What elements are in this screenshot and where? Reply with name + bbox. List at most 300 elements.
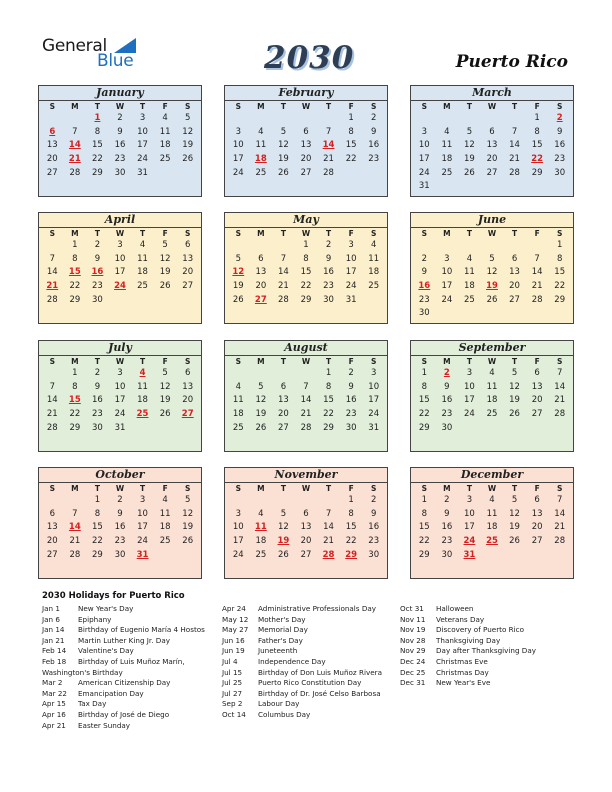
weekday-label: M — [443, 484, 451, 493]
weekday-label: T — [140, 357, 146, 366]
holiday-day-cell: 25 — [136, 409, 149, 420]
day-cell: 13 — [182, 253, 194, 264]
day-cell: 20 — [300, 154, 312, 165]
weekday-label: W — [301, 357, 311, 366]
holiday-row — [222, 646, 382, 657]
day-cell: 19 — [255, 409, 267, 420]
day-cell: 4 — [444, 126, 450, 137]
holiday-row — [42, 699, 205, 710]
day-cell: 22 — [345, 154, 357, 165]
weekday-label: S — [49, 357, 55, 366]
day-cell: 17 — [232, 154, 244, 165]
day-cell: 1 — [421, 368, 427, 378]
day-cell: 3 — [466, 495, 473, 505]
holiday-row — [222, 699, 382, 710]
holiday-date: Dec 31 — [400, 678, 426, 688]
day-cell: 26 — [159, 409, 171, 420]
empty-cell — [458, 239, 481, 253]
empty-cell — [481, 239, 504, 253]
day-cell: 1 — [348, 113, 354, 123]
weekday-label: T — [326, 357, 332, 366]
empty-cell — [64, 112, 87, 126]
day-grid — [39, 494, 201, 562]
day-cell: 19 — [509, 522, 520, 533]
holiday-row — [222, 636, 382, 647]
empty-cell — [458, 112, 481, 126]
holiday-row — [42, 625, 205, 636]
empty-cell — [503, 112, 526, 126]
day-cell: 31 — [418, 181, 430, 192]
day-cell: 3 — [444, 253, 450, 264]
day-cell: 6 — [511, 253, 518, 264]
day-cell: 30 — [114, 549, 126, 560]
day-cell: 6 — [534, 368, 540, 378]
day-cell: 25 — [232, 422, 244, 433]
empty-cell — [272, 494, 295, 508]
weekday-label: S — [421, 357, 427, 366]
weekday-label: F — [162, 357, 168, 366]
day-cell: 23 — [345, 409, 357, 420]
day-cell: 26 — [182, 154, 194, 165]
weekday-label: T — [280, 229, 286, 238]
holiday-day-cell: 12 — [232, 267, 245, 278]
day-cell: 5 — [235, 253, 241, 264]
day-cell: 26 — [509, 409, 520, 420]
day-cell: 22 — [323, 409, 334, 420]
day-cell: 17 — [137, 522, 148, 533]
weekday-label: F — [534, 229, 540, 238]
holiday-day-cell: 14 — [322, 140, 335, 151]
weekday-label: T — [512, 357, 518, 366]
day-cell: 20 — [509, 281, 520, 292]
day-cell: 13 — [46, 522, 58, 533]
day-cell: 10 — [345, 253, 357, 264]
holiday-name: Valentine's Day — [78, 646, 134, 656]
holiday-day-cell: 25 — [486, 536, 498, 547]
day-cell: 30 — [323, 294, 334, 305]
holiday-name: Epiphany — [78, 614, 112, 624]
month-name: July — [39, 341, 201, 356]
day-cell: 2 — [117, 495, 123, 505]
day-cell: 27 — [46, 549, 58, 560]
day-cell: 7 — [280, 253, 287, 264]
day-cell: 13 — [531, 381, 543, 392]
day-cell: 7 — [303, 381, 309, 392]
day-cell: 27 — [531, 536, 543, 547]
month-september — [410, 340, 574, 452]
weekday-label: T — [280, 357, 286, 366]
weekday-label: S — [557, 484, 563, 493]
weekday-label: F — [534, 484, 540, 493]
holiday-day-cell: 4 — [139, 368, 146, 378]
day-cell: 26 — [255, 422, 267, 433]
weekday-label: M — [71, 484, 79, 493]
day-cell: 14 — [554, 508, 566, 519]
day-cell: 12 — [255, 395, 267, 406]
holiday-date: Apr 15 — [42, 699, 66, 709]
holiday-day-cell: 11 — [254, 522, 267, 533]
empty-cell — [227, 239, 250, 253]
empty-cell — [413, 112, 436, 126]
holiday-day-cell: 19 — [486, 281, 498, 292]
holiday-date: Apr 21 — [42, 720, 66, 730]
empty-cell — [481, 112, 504, 126]
weekday-label: W — [301, 484, 311, 493]
day-cell: 8 — [94, 508, 101, 519]
day-grid — [411, 367, 573, 435]
day-cell: 18 — [137, 395, 148, 406]
empty-cell — [436, 112, 459, 126]
day-cell: 1 — [325, 368, 332, 378]
day-cell: 14 — [300, 395, 312, 406]
holiday-name: Washington's Birthday — [42, 667, 123, 677]
weekday-label: S — [185, 229, 191, 238]
day-cell: 9 — [370, 126, 377, 137]
day-cell: 27 — [486, 167, 498, 178]
day-cell: 7 — [49, 253, 55, 264]
day-cell: 11 — [368, 253, 380, 264]
weekday-label: W — [487, 229, 497, 238]
day-cell: 20 — [486, 154, 498, 165]
empty-cell — [41, 494, 64, 508]
day-cell: 26 — [464, 167, 475, 178]
day-cell: 17 — [137, 140, 148, 151]
weekday-label: M — [257, 102, 265, 111]
day-cell: 25 — [137, 281, 148, 292]
day-cell: 10 — [232, 522, 244, 533]
day-cell: 15 — [345, 522, 357, 533]
day-cell: 8 — [534, 126, 540, 137]
day-cell: 5 — [280, 508, 287, 519]
weekday-label: M — [443, 229, 451, 238]
holiday-day-cell: 16 — [418, 281, 431, 292]
weekday-label: F — [348, 229, 354, 238]
weekday-label: T — [140, 484, 146, 493]
day-cell: 10 — [418, 140, 430, 151]
holiday-date: Mar 22 — [42, 688, 67, 698]
day-cell: 14 — [46, 267, 58, 278]
weekday-label: S — [235, 229, 241, 238]
day-cell: 23 — [114, 536, 126, 547]
day-cell: 7 — [325, 508, 332, 519]
weekday-header — [225, 483, 387, 494]
holiday-date: Apr 24 — [222, 604, 246, 613]
day-cell: 24 — [232, 549, 244, 560]
logo-triangle-icon — [114, 38, 136, 53]
holiday-day-cell: 31 — [463, 549, 476, 560]
weekday-label: M — [257, 229, 265, 238]
weekday-label: T — [512, 102, 518, 111]
day-cell: 29 — [92, 549, 103, 560]
day-cell: 12 — [486, 267, 498, 278]
day-cell: 29 — [92, 167, 103, 178]
day-cell: 17 — [368, 395, 380, 406]
weekday-label: T — [466, 102, 472, 111]
day-cell: 19 — [159, 267, 171, 278]
month-name: May — [225, 213, 387, 228]
day-cell: 24 — [464, 409, 475, 420]
day-cell: 19 — [182, 140, 194, 151]
day-cell: 16 — [92, 395, 103, 406]
holiday-date: Feb 18 — [42, 656, 67, 666]
month-name: March — [411, 86, 573, 101]
weekday-label: M — [71, 229, 79, 238]
day-cell: 12 — [464, 140, 475, 151]
day-cell: 13 — [255, 267, 267, 278]
holiday-date: Jan 14 — [42, 625, 65, 635]
day-cell: 31 — [137, 167, 148, 178]
weekday-label: F — [162, 484, 168, 493]
holiday-row — [400, 646, 536, 657]
weekday-label: F — [348, 484, 354, 493]
day-cell: 20 — [182, 395, 194, 406]
holiday-date: Apr 16 — [42, 709, 66, 719]
day-cell: 29 — [418, 422, 430, 433]
month-name: June — [411, 213, 573, 228]
day-cell: 3 — [235, 126, 241, 137]
day-cell: 17 — [345, 267, 357, 278]
holiday-day-cell: 27 — [254, 294, 267, 305]
weekday-label: S — [557, 102, 563, 111]
day-cell: 30 — [441, 549, 453, 560]
day-cell: 21 — [69, 536, 81, 547]
weekday-label: F — [348, 357, 354, 366]
day-cell: 13 — [46, 140, 58, 151]
day-cell: 8 — [348, 508, 354, 519]
weekday-label: M — [257, 484, 265, 493]
holiday-row — [42, 604, 205, 615]
holiday-day-cell: 22 — [531, 154, 544, 165]
day-cell: 11 — [137, 253, 148, 264]
holiday-row — [42, 668, 205, 679]
day-cell: 26 — [486, 294, 498, 305]
day-grid — [411, 494, 573, 562]
holiday-row — [400, 636, 536, 647]
holiday-name: New Year's Day — [78, 604, 134, 613]
day-cell: 16 — [368, 522, 380, 533]
holiday-name: Mother's Day — [258, 614, 306, 624]
day-cell: 21 — [554, 395, 566, 406]
day-cell: 18 — [441, 154, 453, 165]
weekday-label: T — [280, 484, 286, 493]
holiday-row — [42, 678, 205, 689]
day-cell: 28 — [69, 167, 81, 178]
holiday-date: Nov 19 — [400, 625, 426, 635]
day-cell: 29 — [69, 422, 81, 433]
holiday-row — [42, 636, 205, 647]
day-cell: 20 — [46, 536, 58, 547]
empty-cell — [250, 494, 273, 508]
day-cell: 11 — [441, 140, 453, 151]
day-cell: 3 — [348, 240, 354, 250]
month-name: December — [411, 468, 573, 483]
day-cell: 22 — [69, 281, 81, 292]
holiday-day-cell: 29 — [345, 549, 358, 560]
holiday-name: Christmas Day — [436, 667, 489, 677]
day-cell: 18 — [464, 281, 475, 292]
holiday-day-cell: 6 — [49, 126, 56, 137]
day-cell: 18 — [486, 395, 498, 406]
weekday-label: S — [49, 102, 55, 111]
day-cell: 20 — [255, 281, 267, 292]
day-cell: 19 — [278, 154, 289, 165]
empty-cell — [41, 367, 64, 381]
day-cell: 6 — [49, 508, 55, 519]
empty-cell — [250, 367, 273, 381]
holiday-name: Independence Day — [258, 656, 326, 666]
day-cell: 4 — [139, 240, 146, 250]
empty-cell — [250, 112, 273, 126]
day-cell: 26 — [232, 294, 244, 305]
weekday-label: S — [235, 357, 241, 366]
day-cell: 20 — [46, 154, 58, 165]
month-name: October — [39, 468, 201, 483]
day-cell: 11 — [159, 508, 171, 519]
holiday-row — [400, 625, 536, 636]
day-cell: 13 — [300, 522, 312, 533]
day-cell: 21 — [278, 281, 289, 292]
day-cell: 27 — [300, 549, 312, 560]
day-cell: 5 — [258, 381, 264, 392]
day-cell: 14 — [531, 267, 543, 278]
weekday-header — [39, 228, 201, 239]
day-cell: 24 — [232, 167, 244, 178]
day-cell: 23 — [441, 536, 453, 547]
day-cell: 17 — [464, 522, 475, 533]
day-cell: 22 — [69, 409, 81, 420]
day-cell: 5 — [466, 126, 473, 137]
day-cell: 3 — [117, 368, 123, 378]
day-cell: 10 — [137, 126, 148, 137]
day-cell: 19 — [232, 281, 244, 292]
holiday-row — [222, 657, 382, 668]
holiday-row — [222, 710, 382, 721]
holiday-column — [222, 604, 382, 721]
weekday-label: M — [443, 357, 451, 366]
holiday-row — [42, 689, 205, 700]
day-cell: 12 — [159, 253, 171, 264]
weekday-label: T — [94, 102, 100, 111]
day-cell: 4 — [162, 495, 168, 505]
weekday-label: M — [443, 102, 451, 111]
day-cell: 30 — [92, 294, 103, 305]
day-cell: 1 — [421, 495, 427, 505]
holiday-name: Labour Day — [258, 699, 300, 709]
day-cell: 13 — [300, 140, 312, 151]
day-cell: 22 — [92, 154, 103, 165]
day-cell: 7 — [72, 126, 78, 137]
day-cell: 13 — [531, 508, 543, 519]
month-june — [410, 212, 574, 324]
weekday-label: F — [534, 102, 540, 111]
day-cell: 11 — [137, 381, 148, 392]
empty-cell — [272, 239, 295, 253]
day-cell: 15 — [92, 522, 103, 533]
day-cell: 7 — [556, 495, 563, 505]
day-cell: 10 — [464, 381, 475, 392]
day-cell: 15 — [418, 522, 430, 533]
holiday-day-cell: 28 — [322, 549, 335, 560]
day-cell: 26 — [159, 281, 171, 292]
day-cell: 8 — [348, 126, 354, 137]
day-grid — [225, 494, 387, 562]
day-cell: 4 — [370, 240, 377, 250]
empty-cell — [227, 112, 250, 126]
day-cell: 2 — [421, 253, 427, 264]
day-cell: 18 — [232, 409, 244, 420]
weekday-label: S — [371, 484, 377, 493]
weekday-label: S — [371, 357, 377, 366]
holiday-date: May 27 — [222, 625, 249, 635]
day-cell: 9 — [421, 267, 427, 278]
day-cell: 23 — [368, 154, 380, 165]
weekday-label: T — [94, 484, 100, 493]
day-cell: 12 — [159, 381, 171, 392]
day-cell: 5 — [184, 495, 191, 505]
holiday-column — [400, 604, 536, 689]
day-cell: 23 — [418, 294, 430, 305]
weekday-label: T — [280, 102, 286, 111]
day-cell: 20 — [531, 522, 543, 533]
day-cell: 22 — [554, 281, 566, 292]
day-cell: 2 — [444, 495, 450, 505]
holiday-date: Jul 4 — [222, 656, 238, 666]
empty-cell — [317, 112, 340, 126]
day-cell: 6 — [303, 508, 309, 519]
day-cell: 3 — [235, 508, 241, 519]
day-cell: 17 — [441, 281, 453, 292]
day-cell: 4 — [489, 495, 495, 505]
weekday-header — [411, 101, 573, 112]
holiday-day-cell: 15 — [68, 267, 81, 278]
day-cell: 30 — [554, 167, 566, 178]
empty-cell — [227, 494, 250, 508]
day-cell: 16 — [114, 522, 126, 533]
month-name: April — [39, 213, 201, 228]
day-cell: 12 — [509, 508, 520, 519]
day-cell: 25 — [464, 294, 475, 305]
day-cell: 14 — [278, 267, 289, 278]
day-cell: 29 — [554, 294, 566, 305]
day-cell: 1 — [72, 240, 78, 250]
day-cell: 12 — [278, 140, 289, 151]
holiday-day-cell: 21 — [46, 281, 59, 292]
weekday-label: S — [49, 484, 55, 493]
day-cell: 15 — [531, 140, 543, 151]
day-cell: 21 — [300, 409, 312, 420]
day-cell: 11 — [464, 267, 475, 278]
holiday-day-cell: 19 — [277, 536, 290, 547]
day-cell: 24 — [345, 281, 357, 292]
day-cell: 22 — [418, 536, 430, 547]
day-cell: 18 — [159, 140, 171, 151]
weekday-label: W — [115, 357, 125, 366]
day-cell: 10 — [441, 267, 453, 278]
day-cell: 24 — [137, 154, 148, 165]
holiday-date: Jan 1 — [42, 604, 60, 613]
holiday-day-cell: 21 — [68, 154, 81, 165]
day-cell: 29 — [323, 422, 334, 433]
empty-cell — [413, 239, 436, 253]
holiday-row — [42, 710, 205, 721]
day-cell: 16 — [441, 395, 453, 406]
empty-cell — [317, 494, 340, 508]
day-cell: 23 — [114, 154, 126, 165]
day-cell: 16 — [345, 395, 357, 406]
day-cell: 31 — [114, 422, 126, 433]
day-cell: 3 — [117, 240, 123, 250]
holiday-date: Oct 31 — [400, 604, 424, 613]
